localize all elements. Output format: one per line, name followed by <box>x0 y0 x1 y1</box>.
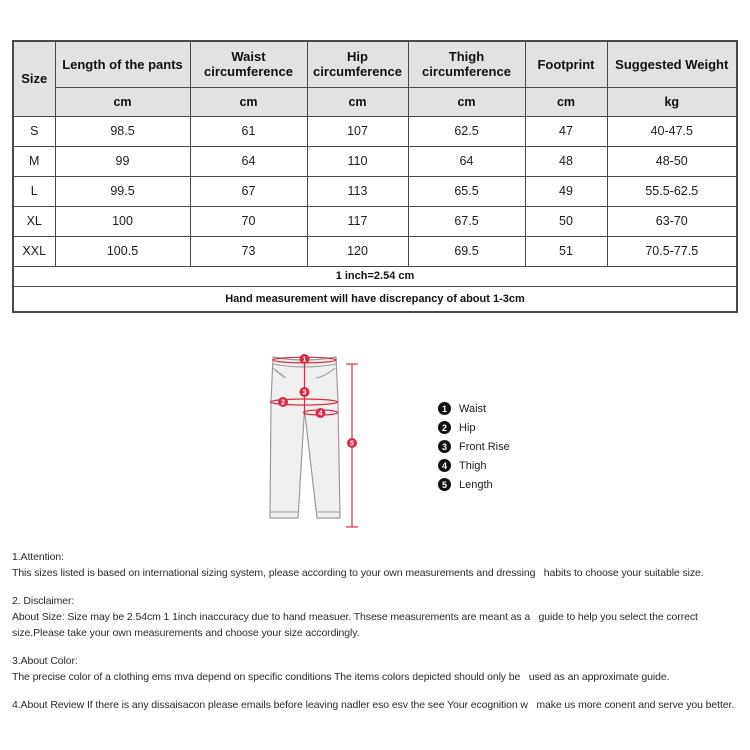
unit-cell: cm <box>190 87 307 116</box>
badge-waist <box>300 354 310 364</box>
unit-cell: cm <box>307 87 408 116</box>
note-body: The precise color of a clothing ems mva depend on specific conditions The items colors depicted should only be used as an approximate guide. <box>12 671 670 683</box>
footprint-cell: 51 <box>525 236 607 266</box>
note-block <box>12 697 744 713</box>
footprint-cell: 50 <box>525 206 607 236</box>
measure-legend <box>438 399 510 494</box>
discrepancy-note-row <box>13 286 737 312</box>
table-row <box>13 146 737 176</box>
unit-row <box>13 87 737 116</box>
badge-thigh <box>316 408 326 418</box>
waist-cell: 61 <box>190 116 307 146</box>
weight-cell: 40-47.5 <box>607 116 737 146</box>
hip-cell: 107 <box>307 116 408 146</box>
note-heading: 1.Attention: <box>12 551 64 563</box>
legend-number-badge: 2 <box>438 421 451 434</box>
pants-diagram-svg <box>266 346 361 538</box>
note-heading: 2. Disclaimer: <box>12 595 75 607</box>
col-header-waist: Waist circumference <box>190 41 307 87</box>
col-header-thigh: Thigh circumference <box>408 41 525 87</box>
legend-number-badge: 5 <box>438 478 451 491</box>
weight-cell: 55.5-62.5 <box>607 176 737 206</box>
svg-text:5: 5 <box>350 440 354 448</box>
weight-cell: 70.5-77.5 <box>607 236 737 266</box>
note-block <box>12 593 744 641</box>
waist-cell: 70 <box>190 206 307 236</box>
legend-number-badge: 3 <box>438 440 451 453</box>
waist-cell: 67 <box>190 176 307 206</box>
legend-label: Length <box>459 478 493 491</box>
footprint-cell: 47 <box>525 116 607 146</box>
length-cell: 98.5 <box>55 116 190 146</box>
hand-measurement-note: Hand measurement will have discrepancy of about 1-3cm <box>13 286 737 312</box>
weight-cell: 48-50 <box>607 146 737 176</box>
note-body: About Size: Size may be 2.54cm 1 1inch inaccuracy due to hand measuer. Thsese measurements are meant as a guide to help you select the correct size.Please take your own measurements and choose your size accordingly. <box>12 611 701 639</box>
table-row <box>13 176 737 206</box>
note-body: 4.About Review If there is any dissaisacon please emails before leaving nadler eso esv the see Your ecognition w make us more conent and serve you better. <box>12 699 735 711</box>
unit-cell: cm <box>408 87 525 116</box>
note-heading: 3.About Color: <box>12 655 78 667</box>
size-table <box>12 40 738 313</box>
legend-number-badge: 1 <box>438 402 451 415</box>
size-cell: L <box>13 176 55 206</box>
col-header-footprint: Footprint <box>525 41 607 87</box>
notes-section <box>12 549 744 725</box>
col-header-length: Length of the pants <box>55 41 190 87</box>
table-row <box>13 236 737 266</box>
thigh-cell: 69.5 <box>408 236 525 266</box>
size-cell: XXL <box>13 236 55 266</box>
legend-item <box>438 399 510 418</box>
hip-cell: 113 <box>307 176 408 206</box>
note-block <box>12 653 744 685</box>
legend-item <box>438 418 510 437</box>
pants-measurement-diagram <box>266 346 361 538</box>
legend-number-badge: 4 <box>438 459 451 472</box>
unit-cell: cm <box>525 87 607 116</box>
note-body: This sizes listed is based on international sizing system, please according to your own measurements and dressing habits to choose your suitable size. <box>12 567 704 579</box>
legend-item <box>438 437 510 456</box>
legend-label: Hip <box>459 421 476 434</box>
size-cell: XL <box>13 206 55 236</box>
col-header-size: Size <box>13 41 55 116</box>
hip-cell: 110 <box>307 146 408 176</box>
thigh-cell: 67.5 <box>408 206 525 236</box>
badge-front-rise <box>300 387 310 397</box>
legend-item <box>438 456 510 475</box>
unit-cell: cm <box>55 87 190 116</box>
legend-label: Waist <box>459 402 487 415</box>
svg-text:2: 2 <box>281 399 285 407</box>
svg-text:4: 4 <box>318 410 323 418</box>
size-cell: M <box>13 146 55 176</box>
waist-cell: 64 <box>190 146 307 176</box>
footprint-cell: 48 <box>525 146 607 176</box>
inch-note-row <box>13 266 737 286</box>
thigh-cell: 64 <box>408 146 525 176</box>
size-cell: S <box>13 116 55 146</box>
unit-cell: kg <box>607 87 737 116</box>
legend-label: Front Rise <box>459 440 510 453</box>
length-cell: 99.5 <box>55 176 190 206</box>
col-header-hip: Hip circumference <box>307 41 408 87</box>
thigh-cell: 62.5 <box>408 116 525 146</box>
length-cell: 100 <box>55 206 190 236</box>
table-row <box>13 116 737 146</box>
footprint-cell: 49 <box>525 176 607 206</box>
hip-cell: 120 <box>307 236 408 266</box>
legend-item <box>438 475 510 494</box>
header-row <box>13 41 737 87</box>
thigh-cell: 65.5 <box>408 176 525 206</box>
badge-length <box>347 438 357 448</box>
inch-conversion-note: 1 inch=2.54 cm <box>13 266 737 286</box>
note-block <box>12 549 744 581</box>
hip-cell: 117 <box>307 206 408 236</box>
length-cell: 99 <box>55 146 190 176</box>
length-cell: 100.5 <box>55 236 190 266</box>
weight-cell: 63-70 <box>607 206 737 236</box>
waist-cell: 73 <box>190 236 307 266</box>
badge-hip <box>278 397 288 407</box>
col-header-weight: Suggested Weight <box>607 41 737 87</box>
legend-label: Thigh <box>459 459 487 472</box>
table-row <box>13 206 737 236</box>
svg-text:3: 3 <box>302 389 307 397</box>
svg-text:1: 1 <box>302 356 307 364</box>
